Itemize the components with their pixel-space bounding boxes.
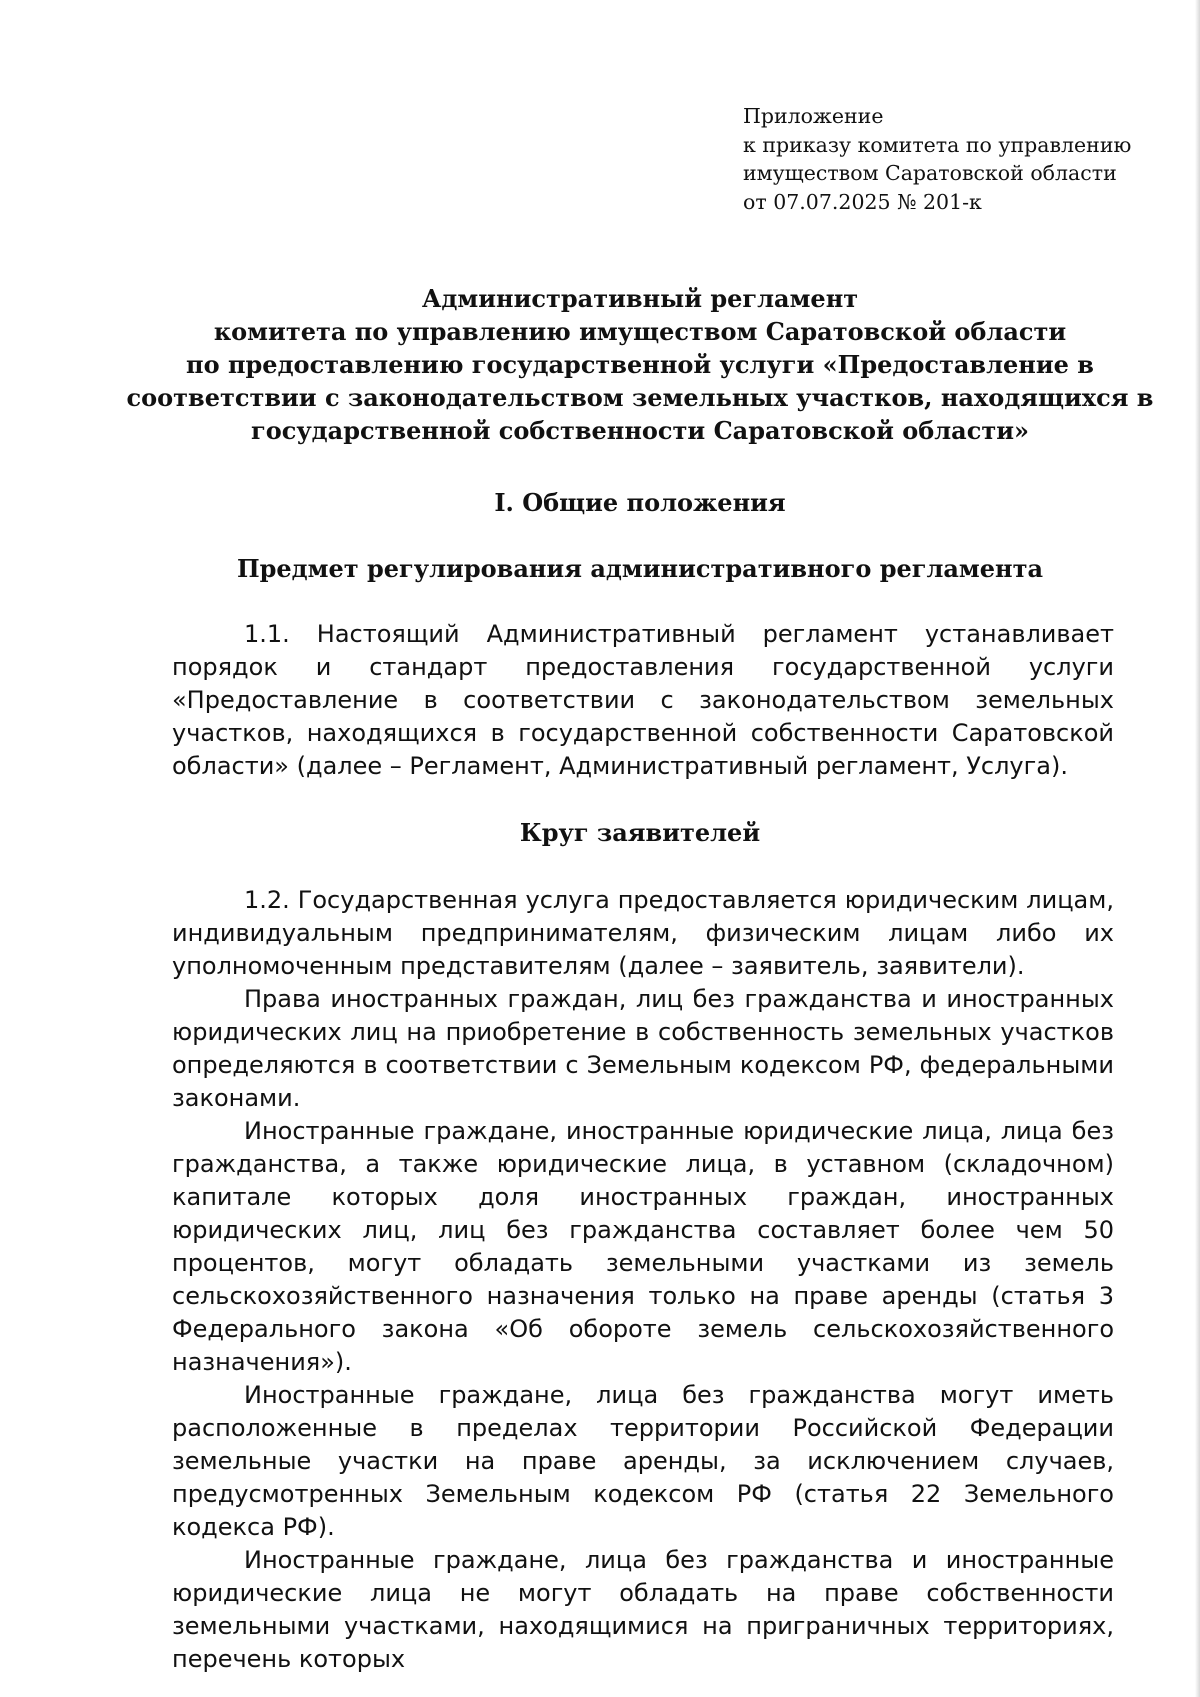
applicants-text <box>172 884 1114 1676</box>
title-line: соответствии с законодательством земельных участков, находящихся в <box>126 383 1154 412</box>
title-line: комитета по управлению имуществом Саратовской области <box>213 317 1067 346</box>
paragraph-foreign-entities: Иностранные граждане, иностранные юридические лица, лица без гражданства, а также юридические лица, в уставном (складочном) капитале которых доля иностранных граждан, иностранных юридических лиц, лиц без гражданства составляет более чем 50 процентов, могут обладать земельными участками из земель сельскохозяйственного назначения только на праве аренды (статья 3 Федерального закона «Об обороте земель сельскохозяйственного назначения»). <box>172 1117 1114 1376</box>
appendix-block <box>743 102 1131 216</box>
page-edge-shadow <box>1195 0 1200 1697</box>
section-heading-general-provisions: I. Общие положения <box>494 488 786 517</box>
subsection-heading-subject: Предмет регулирования административного регламента <box>236 554 1044 583</box>
paragraph-foreign-rights: Права иностранных граждан, лиц без гражданства и иностранных юридических лиц на приобретение в собственность земельных участков определяются в соответствии с Земельным кодексом РФ, федеральными законами. <box>172 985 1114 1112</box>
title-line: государственной собственности Саратовской области» <box>250 416 1029 445</box>
appendix-line: Приложение <box>743 104 884 128</box>
paragraph-border-territories: Иностранные граждане, лица без гражданства и иностранные юридические лица не могут обладать на праве собственности земельными участками, находящимися на приграничных территориях, перечень которых <box>172 1546 1114 1673</box>
appendix-line: имуществом Саратовской области <box>743 161 1117 185</box>
appendix-line: к приказу комитета по управлению <box>743 132 1132 157</box>
paragraph-1-2: 1.2. Государственная услуга предоставляется юридическим лицам, индивидуальным предпринимателям, физическим лицам либо их уполномоченным представителям (далее – заявитель, заявители). <box>172 886 1114 980</box>
subject-text <box>172 618 1114 783</box>
appendix-date-line: от 07.07.2025 № 201-к <box>743 189 982 214</box>
document-title <box>120 282 1160 447</box>
subsection-heading-applicants: Круг заявителей <box>519 818 761 847</box>
title-line: по предоставлению государственной услуги «Предоставление в <box>186 350 1094 379</box>
title-line: Административный регламент <box>421 284 859 313</box>
paragraph-lease-rights: Иностранные граждане, лица без гражданства могут иметь расположенные в пределах территории Российской Федерации земельные участки на праве аренды, за исключением случаев, предусмотренных Земельным кодексом РФ (статья 22 Земельного кодекса РФ). <box>172 1381 1114 1541</box>
paragraph-1-1: 1.1. Настоящий Административный регламент устанавливает порядок и стандарт предоставления государственной услуги «Предоставление в соответствии с законодательством земельных участков, находящихся в государственной собственности Саратовской области» (далее – Регламент, Административный регламент, Услуга). <box>172 620 1114 780</box>
